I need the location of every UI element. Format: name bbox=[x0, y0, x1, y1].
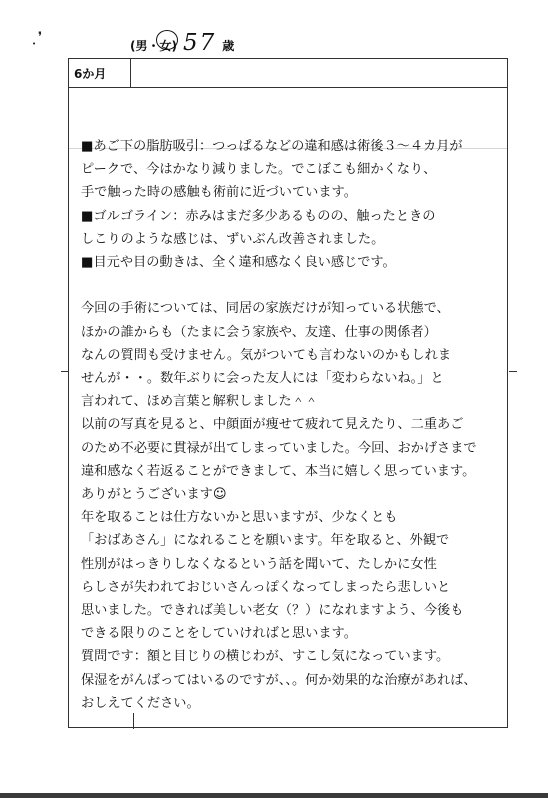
gender-label: (男・女) bbox=[130, 39, 177, 53]
left-margin-tick bbox=[61, 371, 69, 372]
text-line: ほかの誰からも（たまに会う家族や、友達、仕事の関係者） bbox=[81, 324, 437, 340]
period-label: 6か月 bbox=[69, 59, 131, 87]
text-line: せんが・・。数年ぶりに会った友人には「変わらないね。」と bbox=[81, 371, 444, 387]
text-line: ■目元や目の動きは、全く違和感なく良い感じです。 bbox=[81, 255, 396, 271]
text-line: ピークで、今はかなり減りました。でこぼこも細かくなり、 bbox=[81, 162, 437, 178]
text-line: しこりのような感じは、ずいぶん改善されました。 bbox=[81, 231, 385, 247]
text-line: 違和感なく若返ることができまして、本当に嬉しく思っています。 bbox=[81, 463, 476, 479]
text-line: らしさが失われておじいさんっぽくなってしまったら悲しいと bbox=[81, 579, 451, 595]
gender-circle-mark bbox=[156, 30, 178, 50]
age-value: 57 bbox=[182, 30, 217, 56]
text-line: できる限りのことをしていければと思います。 bbox=[81, 626, 357, 642]
text-line: ■あご下の脂肪吸引：つっぱるなどの違和感は術後３～４カ月が bbox=[81, 139, 463, 154]
text-line: 性別がはっきりしなくなるという話を聞いて、たしかに女性 bbox=[81, 556, 437, 572]
ink-speck: • bbox=[32, 40, 37, 48]
text-line: おしえてください。 bbox=[81, 695, 200, 711]
form-header-row bbox=[69, 59, 507, 88]
bottom-rule bbox=[0, 793, 548, 798]
text-line: 年を取ることは仕方ないかと思いますが、少なくとも bbox=[81, 510, 398, 526]
text-line: 言われて、ほめ言葉と解釈しました＾＾ bbox=[81, 394, 319, 410]
age-unit: 歳 bbox=[222, 39, 235, 53]
text-line: ■ゴルゴライン：赤みはまだ多少あるものの、触ったときの bbox=[81, 208, 436, 224]
text-line: 今回の手術については、同居の家族だけが知っている状態で、 bbox=[81, 301, 450, 317]
text-line: 以前の写真を見ると、中顔面が痩せて疲れて見えたり、二重あご bbox=[81, 417, 464, 433]
ink-speck: ❜ bbox=[38, 30, 43, 45]
text-line: 「おばあさん」になれることを願います。年を取ると、外観で bbox=[81, 533, 450, 549]
bottom-divider-stub bbox=[133, 713, 134, 729]
text-line: のため不必要に貫禄が出てしまっていました。今回、おかげさまで bbox=[81, 440, 477, 456]
gender-field bbox=[130, 37, 177, 54]
blank-line bbox=[81, 274, 511, 297]
text-line: 質問です：額と目じりの横じわが、すこし気になっています。 bbox=[81, 649, 450, 665]
comment-body bbox=[81, 135, 511, 715]
patient-header bbox=[130, 28, 234, 54]
text-line: 手で触った時の感触も術前に近づいています。 bbox=[81, 185, 357, 201]
text-line: なんの質問も受けません。気がついても言わないのかもしれま bbox=[81, 347, 452, 363]
text-line: 思いました。できれば美しい老女（？）になれますよう、今後も bbox=[81, 603, 464, 619]
text-line: ありがとうございます☺ bbox=[81, 487, 227, 503]
text-line: 保湿をがんばってはいるのですが、、。何か効果的な治療があれば、 bbox=[81, 672, 477, 688]
